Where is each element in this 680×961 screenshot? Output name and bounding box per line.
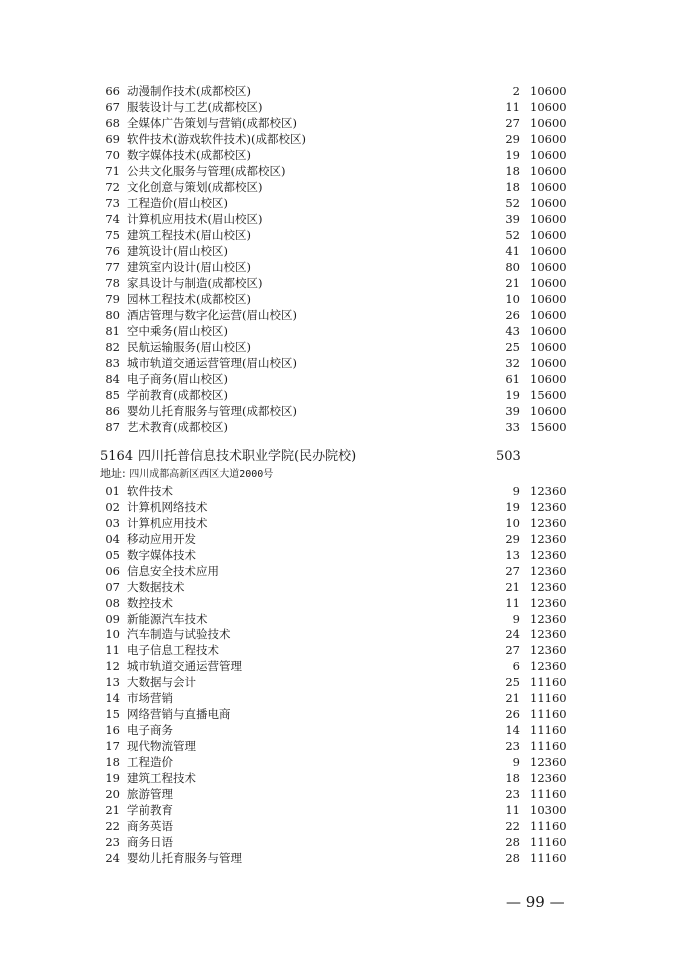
table-row (0, 227, 680, 243)
address-label: 地址: (100, 467, 126, 480)
major-code: 81 (105, 324, 120, 338)
tuition-fee: 10600 (530, 212, 567, 226)
major-code: 13 (105, 675, 120, 690)
table-row (0, 658, 680, 674)
major-name: 学前教育(成都校区) (127, 388, 228, 402)
tuition-fee: 11160 (530, 786, 567, 801)
table-row (0, 722, 680, 738)
table-row (0, 195, 680, 211)
tuition-fee: 15600 (530, 388, 567, 402)
tuition-fee: 12360 (530, 643, 567, 658)
major-name: 商务日语 (127, 834, 173, 849)
table-row (0, 642, 680, 658)
major-code: 70 (105, 148, 120, 162)
table-row (0, 674, 680, 690)
table-row (0, 179, 680, 195)
major-name: 计算机网络技术 (127, 499, 208, 514)
tuition-fee: 11160 (530, 675, 567, 690)
school-total-count: 503 (496, 449, 521, 464)
major-code: 15 (105, 707, 120, 722)
enrollment-count: 28 (505, 850, 520, 865)
tuition-fee: 10600 (530, 84, 567, 98)
enrollment-count: 39 (505, 404, 520, 418)
major-name: 服装设计与工艺(成都校区) (127, 100, 263, 114)
table-row (0, 355, 680, 371)
major-code: 87 (105, 420, 120, 434)
enrollment-count: 24 (505, 627, 520, 642)
major-code: 17 (105, 739, 120, 754)
table-row (0, 499, 680, 515)
major-code: 10 (105, 627, 120, 642)
tuition-fee: 10600 (530, 372, 567, 386)
major-name: 汽车制造与试验技术 (127, 627, 231, 642)
major-code: 02 (105, 499, 120, 514)
tuition-fee: 11160 (530, 723, 567, 738)
major-name: 民航运输服务(眉山校区) (127, 340, 251, 354)
major-name: 建筑设计(眉山校区) (127, 244, 228, 258)
enrollment-count: 21 (505, 579, 520, 594)
school-heading (100, 448, 580, 466)
major-name: 软件技术(游戏软件技术)(成都校区) (127, 132, 306, 146)
major-code: 16 (105, 723, 120, 738)
table-row (0, 323, 680, 339)
enrollment-count: 10 (505, 292, 520, 306)
major-code: 84 (105, 372, 120, 386)
major-code: 86 (105, 404, 120, 418)
major-code: 68 (105, 116, 120, 130)
major-name: 动漫制作技术(成都校区) (127, 84, 251, 98)
table-row (0, 754, 680, 770)
major-name: 城市轨道交通运营管理(眉山校区) (127, 356, 297, 370)
table-row (0, 802, 680, 818)
table-row (0, 275, 680, 291)
major-name: 电子商务(眉山校区) (127, 372, 228, 386)
major-code: 08 (105, 595, 120, 610)
enrollment-count: 28 (505, 834, 520, 849)
major-name: 大数据技术 (127, 579, 185, 594)
table-row (0, 211, 680, 227)
tuition-fee: 10600 (530, 132, 567, 146)
table-row (0, 626, 680, 642)
tuition-fee: 11160 (530, 707, 567, 722)
major-name: 工程造价(眉山校区) (127, 196, 228, 210)
major-name: 现代物流管理 (127, 739, 196, 754)
enrollment-count: 18 (505, 770, 520, 785)
tuition-fee: 12360 (530, 563, 567, 578)
tuition-fee: 10600 (530, 196, 567, 210)
enrollment-count: 18 (505, 164, 520, 178)
major-name: 文化创意与策划(成都校区) (127, 180, 263, 194)
table-row (0, 531, 680, 547)
tuition-fee: 12360 (530, 627, 567, 642)
school-code: 5164 (100, 449, 134, 464)
enrollment-count: 25 (505, 675, 520, 690)
major-code: 74 (105, 212, 120, 226)
page-number: — 99 — (506, 893, 565, 911)
enrollment-count: 80 (505, 260, 520, 274)
enrollment-count: 22 (505, 818, 520, 833)
tuition-fee: 12360 (530, 770, 567, 785)
major-name: 商务英语 (127, 818, 173, 833)
major-code: 24 (105, 850, 120, 865)
school-name: 四川托普信息技术职业学院(民办院校) (138, 449, 357, 464)
tuition-fee: 12360 (530, 484, 567, 498)
major-name: 计算机应用技术(眉山校区) (127, 212, 263, 226)
enrollment-count: 29 (505, 531, 520, 546)
major-code: 22 (105, 818, 120, 833)
enrollment-count: 11 (505, 595, 520, 610)
enrollment-count: 27 (505, 563, 520, 578)
enrollment-count: 10 (505, 515, 520, 530)
major-code: 85 (105, 388, 120, 402)
enrollment-count: 61 (505, 372, 520, 386)
table-row (0, 307, 680, 323)
tuition-fee: 10600 (530, 116, 567, 130)
major-code: 78 (105, 276, 120, 290)
table-row (0, 483, 680, 499)
table-row (0, 738, 680, 754)
major-name: 数字媒体技术 (127, 547, 196, 562)
enrollment-count: 41 (505, 244, 520, 258)
major-code: 04 (105, 531, 120, 546)
enrollment-count: 39 (505, 212, 520, 226)
tuition-fee: 10600 (530, 404, 567, 418)
major-code: 21 (105, 802, 120, 817)
enrollment-count: 23 (505, 786, 520, 801)
table-row (0, 850, 680, 866)
major-code: 06 (105, 563, 120, 578)
major-code: 12 (105, 659, 120, 674)
tuition-fee: 12360 (530, 547, 567, 562)
major-name: 市场营销 (127, 691, 173, 706)
tuition-fee: 12360 (530, 515, 567, 530)
major-code: 80 (105, 308, 120, 322)
major-name: 建筑工程技术(眉山校区) (127, 228, 251, 242)
major-name: 艺术教育(成都校区) (127, 420, 228, 434)
major-code: 72 (105, 180, 120, 194)
major-name: 工程造价 (127, 754, 173, 769)
major-code: 83 (105, 356, 120, 370)
tuition-fee: 10600 (530, 180, 567, 194)
major-code: 76 (105, 244, 120, 258)
tuition-fee: 12360 (530, 754, 567, 769)
major-name: 全媒体广告策划与营销(成都校区) (127, 116, 297, 130)
major-code: 14 (105, 691, 120, 706)
tuition-fee: 12360 (530, 579, 567, 594)
tuition-fee: 10600 (530, 260, 567, 274)
enrollment-count: 27 (505, 116, 520, 130)
major-code: 82 (105, 340, 120, 354)
table-row (0, 770, 680, 786)
table-row (0, 595, 680, 611)
major-name: 数控技术 (127, 595, 173, 610)
enrollment-count: 19 (505, 499, 520, 514)
enrollment-count: 33 (505, 420, 520, 434)
enrollment-count: 11 (505, 802, 520, 817)
tuition-fee: 10600 (530, 340, 567, 354)
tuition-fee: 10600 (530, 276, 567, 290)
enrollment-count: 52 (505, 196, 520, 210)
enrollment-count: 26 (505, 707, 520, 722)
major-code: 23 (105, 834, 120, 849)
major-name: 学前教育 (127, 802, 173, 817)
enrollment-count: 43 (505, 324, 520, 338)
enrollment-count: 25 (505, 340, 520, 354)
tuition-fee: 10600 (530, 100, 567, 114)
major-code: 20 (105, 786, 120, 801)
major-code: 77 (105, 260, 120, 274)
tuition-fee: 12360 (530, 611, 567, 626)
major-code: 19 (105, 770, 120, 785)
table-row (0, 83, 680, 99)
tuition-fee: 10600 (530, 308, 567, 322)
major-name: 公共文化服务与管理(成都校区) (127, 164, 286, 178)
table-row (0, 243, 680, 259)
tuition-fee: 10600 (530, 228, 567, 242)
major-code: 07 (105, 579, 120, 594)
enrollment-count: 9 (512, 484, 520, 498)
major-code: 09 (105, 611, 120, 626)
enrollment-count: 6 (512, 659, 520, 674)
major-name: 信息安全技术应用 (127, 563, 219, 578)
tuition-fee: 11160 (530, 691, 567, 706)
tuition-fee: 10600 (530, 164, 567, 178)
enrollment-count: 14 (505, 723, 520, 738)
enrollment-count: 52 (505, 228, 520, 242)
enrollment-count: 18 (505, 180, 520, 194)
enrollment-count: 21 (505, 691, 520, 706)
enrollment-count: 2 (512, 84, 520, 98)
tuition-fee: 11160 (530, 739, 567, 754)
major-code: 18 (105, 754, 120, 769)
major-name: 计算机应用技术 (127, 515, 208, 530)
table-row (0, 579, 680, 595)
enrollment-count: 19 (505, 388, 520, 402)
enrollment-count: 21 (505, 276, 520, 290)
major-name: 旅游管理 (127, 786, 173, 801)
table-row (0, 834, 680, 850)
major-name: 建筑室内设计(眉山校区) (127, 260, 251, 274)
major-name: 酒店管理与数字化运营(眉山校区) (127, 308, 297, 322)
tuition-fee: 10600 (530, 244, 567, 258)
enrollment-count: 23 (505, 739, 520, 754)
tuition-fee: 12360 (530, 595, 567, 610)
table-row (0, 706, 680, 722)
enrollment-count: 26 (505, 308, 520, 322)
table-row (0, 163, 680, 179)
enrollment-count: 13 (505, 547, 520, 562)
table-row (0, 131, 680, 147)
tuition-fee: 12360 (530, 659, 567, 674)
table-row (0, 403, 680, 419)
enrollment-count: 27 (505, 643, 520, 658)
enrollment-count: 19 (505, 148, 520, 162)
tuition-fee: 10600 (530, 148, 567, 162)
major-code: 69 (105, 132, 120, 146)
table-row (0, 115, 680, 131)
tuition-fee: 10600 (530, 324, 567, 338)
table-row (0, 99, 680, 115)
major-name: 家具设计与制造(成都校区) (127, 276, 263, 290)
enrollment-count: 9 (512, 611, 520, 626)
table-row (0, 563, 680, 579)
tuition-fee: 10600 (530, 356, 567, 370)
enrollment-count: 29 (505, 132, 520, 146)
major-name: 大数据与会计 (127, 675, 196, 690)
table-row (0, 419, 680, 435)
major-code: 67 (105, 100, 120, 114)
major-name: 电子信息工程技术 (127, 643, 219, 658)
major-code: 05 (105, 547, 120, 562)
table-row (0, 786, 680, 802)
major-code: 71 (105, 164, 120, 178)
tuition-fee: 10300 (530, 802, 567, 817)
table-row (0, 818, 680, 834)
tuition-fee: 12360 (530, 499, 567, 514)
table-row (0, 339, 680, 355)
table-row (0, 371, 680, 387)
major-name: 城市轨道交通运营管理 (127, 659, 242, 674)
major-code: 75 (105, 228, 120, 242)
major-name: 新能源汽车技术 (127, 611, 208, 626)
major-code: 79 (105, 292, 120, 306)
tuition-fee: 11160 (530, 818, 567, 833)
table-row (0, 291, 680, 307)
major-name: 空中乘务(眉山校区) (127, 324, 228, 338)
tuition-fee: 12360 (530, 531, 567, 546)
tuition-fee: 11160 (530, 850, 567, 865)
major-code: 73 (105, 196, 120, 210)
table-row (0, 387, 680, 403)
major-name: 数字媒体技术(成都校区) (127, 148, 251, 162)
major-name: 婴幼儿托育服务与管理 (127, 850, 242, 865)
tuition-fee: 11160 (530, 834, 567, 849)
table-row (0, 690, 680, 706)
major-code: 11 (105, 643, 120, 658)
tuition-fee: 15600 (530, 420, 567, 434)
enrollment-count: 11 (505, 100, 520, 114)
major-name: 电子商务 (127, 723, 173, 738)
major-code: 66 (105, 84, 120, 98)
tuition-fee: 10600 (530, 292, 567, 306)
major-name: 移动应用开发 (127, 531, 196, 546)
major-name: 建筑工程技术 (127, 770, 196, 785)
table-row (0, 547, 680, 563)
major-code: 01 (105, 484, 120, 498)
table-row (0, 147, 680, 163)
major-name: 网络营销与直播电商 (127, 707, 231, 722)
major-code: 03 (105, 515, 120, 530)
major-name: 软件技术 (127, 484, 173, 498)
address-text: 四川成都高新区西区大道2000号 (129, 469, 274, 480)
enrollment-count: 9 (512, 754, 520, 769)
table-row (0, 259, 680, 275)
table-row (0, 515, 680, 531)
major-name: 婴幼儿托育服务与管理(成都校区) (127, 404, 297, 418)
enrollment-count: 32 (505, 356, 520, 370)
school-address (100, 466, 273, 482)
major-name: 园林工程技术(成都校区) (127, 292, 251, 306)
table-row (0, 611, 680, 627)
